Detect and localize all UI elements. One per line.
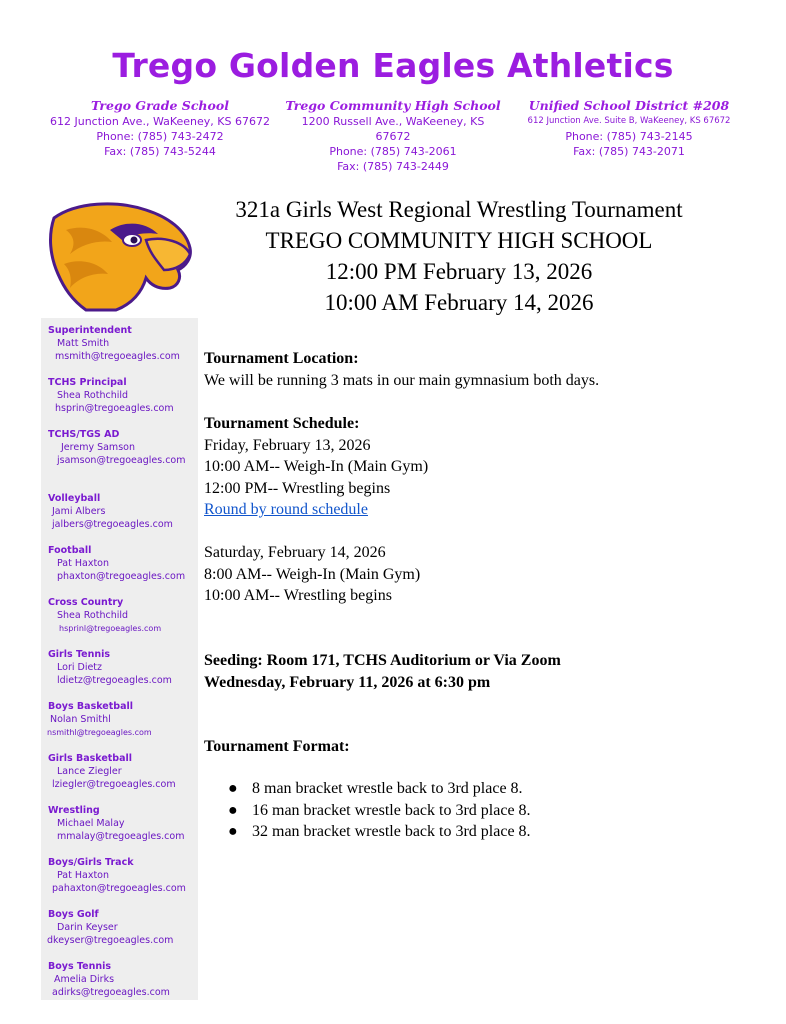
school-name: Unified School District #208 — [528, 98, 730, 113]
staff-entry — [41, 960, 198, 999]
event-title: 321a Girls West Regional Wrestling Tournament — [235, 197, 683, 222]
staff-name: Matt Smith — [57, 338, 110, 349]
seeding-date: Wednesday, February 11, 2026 at 6:30 pm — [204, 673, 491, 691]
format-heading: Tournament Format: — [204, 738, 350, 755]
staff-entry — [41, 804, 198, 843]
seeding-location: Seeding: Room 171, TCHS Auditorium or Via Zoom — [204, 652, 561, 669]
school-fax: Fax: (785) 743-2449 — [337, 160, 449, 173]
staff-role: Cross Country — [48, 597, 124, 608]
format-list — [228, 778, 531, 843]
staff-role: Football — [48, 545, 92, 556]
staff-entry — [41, 544, 198, 583]
schedule-heading: Tournament Schedule: — [204, 415, 360, 432]
staff-email[interactable]: phaxton@tregoeagles.com — [57, 571, 186, 582]
eagle-head-icon — [46, 200, 194, 312]
round-schedule-link[interactable]: Round by round schedule — [204, 501, 368, 518]
staff-email[interactable]: jalbers@tregoeagles.com — [52, 519, 173, 530]
staff-entry — [41, 376, 198, 415]
staff-role: Boys Golf — [48, 909, 99, 920]
staff-name: Nolan Smithl — [50, 714, 111, 725]
staff-email[interactable]: hsprin@tregoeagles.com — [55, 403, 174, 414]
staff-email[interactable]: lziegler@tregoeagles.com — [52, 779, 176, 790]
staff-entry — [41, 324, 198, 363]
school-fax: Fax: (785) 743-2071 — [573, 145, 685, 158]
staff-email[interactable]: ldietz@tregoeagles.com — [57, 675, 172, 686]
staff-role: Boys/Girls Track — [48, 857, 134, 868]
staff-name: Jami Albers — [52, 506, 106, 517]
staff-entry — [41, 492, 198, 531]
schedule-day-2: Saturday, February 14, 2026 — [204, 544, 386, 561]
schedule-item: 10:00 AM-- Wrestling begins — [204, 587, 392, 604]
school-phone: Phone: (785) 743-2061 — [329, 145, 457, 158]
schedule-item: 10:00 AM-- Weigh-In (Main Gym) — [204, 458, 429, 475]
event-header — [200, 194, 718, 318]
staff-name: Shea Rothchild — [57, 610, 129, 621]
list-item: ● 16 man bracket wrestle back to 3rd place 8. — [228, 800, 531, 822]
schedule-day-1: Friday, February 13, 2026 — [204, 436, 371, 454]
staff-role: TCHS Principal — [48, 377, 127, 388]
staff-name: Pat Haxton — [57, 558, 110, 569]
schedule-item: 12:00 PM-- Wrestling begins — [204, 479, 391, 497]
staff-entry — [41, 700, 198, 739]
location-heading: Tournament Location: — [204, 350, 359, 367]
school-phone: Phone: (785) 743-2145 — [565, 130, 693, 143]
staff-email[interactable]: nsmithl@tregoeagles.com — [47, 728, 152, 737]
staff-entry — [41, 648, 198, 687]
staff-email[interactable]: pahaxton@tregoeagles.com — [52, 883, 186, 894]
school-tchs — [283, 98, 503, 174]
bullet-icon: ● — [228, 780, 238, 797]
event-venue: TREGO COMMUNITY HIGH SCHOOL — [265, 228, 653, 253]
staff-role: TCHS/TGS AD — [48, 429, 120, 440]
school-address: 612 Junction Ave. Suite B, WaKeeney, KS 67672 — [527, 116, 731, 126]
school-phone: Phone: (785) 743-2472 — [96, 130, 224, 143]
staff-email[interactable]: jsamson@tregoeagles.com — [57, 455, 186, 466]
staff-email[interactable]: adirks@tregoeagles.com — [52, 987, 170, 998]
staff-email[interactable]: dkeyser@tregoeagles.com — [47, 935, 174, 946]
schedule-item: 8:00 AM-- Weigh-In (Main Gym) — [204, 565, 421, 583]
school-address: 1200 Russell Ave., WaKeeney, KS 67672 — [301, 115, 485, 143]
staff-role: Boys Tennis — [48, 961, 112, 972]
seeding-section — [204, 650, 561, 693]
staff-role: Boys Basketball — [48, 701, 133, 712]
school-name: Trego Community High School — [285, 98, 501, 113]
schedule-section — [204, 413, 428, 607]
format-section — [204, 736, 350, 758]
staff-role: Volleyball — [48, 493, 101, 504]
school-name: Trego Grade School — [91, 98, 229, 113]
eagle-pupil — [131, 237, 138, 244]
bullet-icon: ● — [228, 801, 238, 819]
staff-name: Pat Haxton — [57, 870, 110, 881]
location-section — [204, 348, 599, 391]
school-fax: Fax: (785) 743-5244 — [104, 145, 216, 158]
staff-name: Amelia Dirks — [54, 974, 115, 985]
bullet-icon: ● — [228, 823, 238, 840]
page-title: Trego Golden Eagles Athletics — [112, 46, 674, 85]
staff-role: Wrestling — [48, 805, 100, 816]
staff-entry — [41, 596, 198, 635]
staff-name: Darin Keyser — [57, 922, 118, 933]
staff-role: Girls Tennis — [48, 649, 111, 660]
staff-email[interactable]: mmalay@tregoeagles.com — [57, 831, 185, 842]
staff-name: Lance Ziegler — [57, 766, 122, 777]
staff-role: Superintendent — [48, 325, 132, 336]
school-trego-grade — [50, 98, 270, 159]
school-usd-208 — [524, 98, 734, 159]
staff-name: Jeremy Samson — [61, 442, 135, 453]
event-date-1: 12:00 PM February 13, 2026 — [325, 259, 593, 284]
list-item: ● 8 man bracket wrestle back to 3rd place 8. — [228, 778, 531, 800]
event-date-2: 10:00 AM February 14, 2026 — [324, 290, 594, 315]
location-text: We will be running 3 mats in our main gymnasium both days. — [204, 371, 600, 389]
staff-name: Lori Dietz — [57, 662, 103, 673]
list-item: ● 32 man bracket wrestle back to 3rd place 8. — [228, 821, 531, 843]
staff-entry — [41, 908, 198, 947]
staff-name: Michael Malay — [57, 818, 125, 829]
staff-name: Shea Rothchild — [57, 390, 129, 401]
staff-email[interactable]: msmith@tregoeagles.com — [55, 351, 180, 362]
staff-role: Girls Basketball — [48, 753, 133, 764]
staff-entry — [41, 752, 198, 791]
school-address: 612 Junction Ave., WaKeeney, KS 67672 — [50, 115, 270, 128]
staff-entry — [41, 856, 198, 895]
staff-email[interactable]: hsprinl@tregoeagles.com — [59, 624, 162, 633]
staff-directory-sidebar — [41, 318, 198, 1000]
staff-entry — [41, 428, 198, 467]
